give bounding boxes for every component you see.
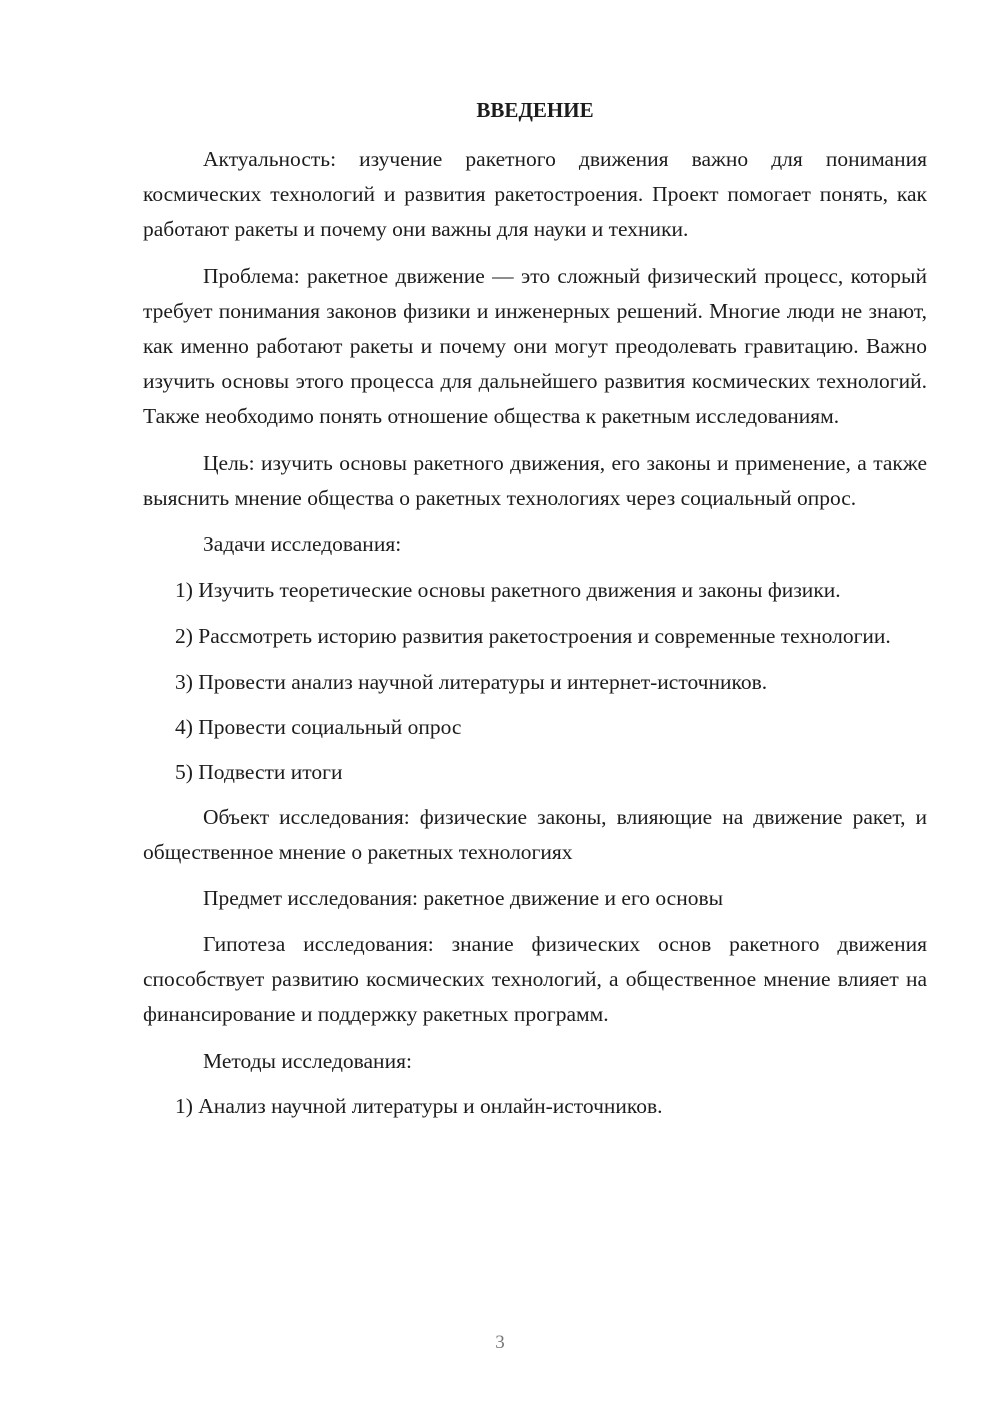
subject-paragraph: Предмет исследования: ракетное движение и его основы	[203, 886, 724, 910]
object-paragraph: Объект исследования: физические законы, влияющие на движение ракет, и общественное мнение о ракетных технологиях	[143, 805, 927, 864]
methods-heading: Методы исследования:	[203, 1049, 412, 1073]
page-number: 3	[495, 1332, 505, 1353]
goal-paragraph: Цель: изучить основы ракетного движения, его законы и применение, а также выяснить мнение общества о ракетных технологиях через социальный опрос.	[143, 451, 927, 510]
method-item: 1) Анализ научной литературы и онлайн-источников.	[175, 1094, 663, 1118]
document-body	[143, 95, 927, 1124]
section-title: ВВЕДЕНИЕ	[476, 98, 594, 122]
task-item: 4) Провести социальный опрос	[175, 715, 462, 739]
relevance-paragraph: Актуальность: изучение ракетного движения важно для понимания космических технологий и развития ракетостроения. Проект помогает понять, как работают ракеты и почему они важны для науки и техники.	[143, 147, 927, 241]
task-item: 1) Изучить теоретические основы ракетного движения и законы физики.	[175, 578, 841, 602]
task-item: 3) Провести анализ научной литературы и интернет-источников.	[175, 670, 768, 694]
task-item: 2) Рассмотреть историю развития ракетостроения и современные технологии.	[175, 624, 891, 648]
tasks-heading: Задачи исследования:	[203, 532, 402, 556]
problem-paragraph: Проблема: ракетное движение — это сложный физический процесс, который требует понимания законов физики и инженерных решений. Многие люди не знают, как именно работают ракеты и почему они могут преодолевать гравитацию. Важно изучить основы этого процесса для дальнейшего развития космических технологий. Также необходимо понять отношение общества к ракетным исследованиям.	[143, 264, 927, 428]
task-item: 5) Подвести итоги	[175, 760, 343, 784]
hypothesis-paragraph: Гипотеза исследования: знание физических основ ракетного движения способствует развитию космических технологий, а общественное мнение влияет на финансирование и поддержку ракетных программ.	[143, 932, 927, 1026]
